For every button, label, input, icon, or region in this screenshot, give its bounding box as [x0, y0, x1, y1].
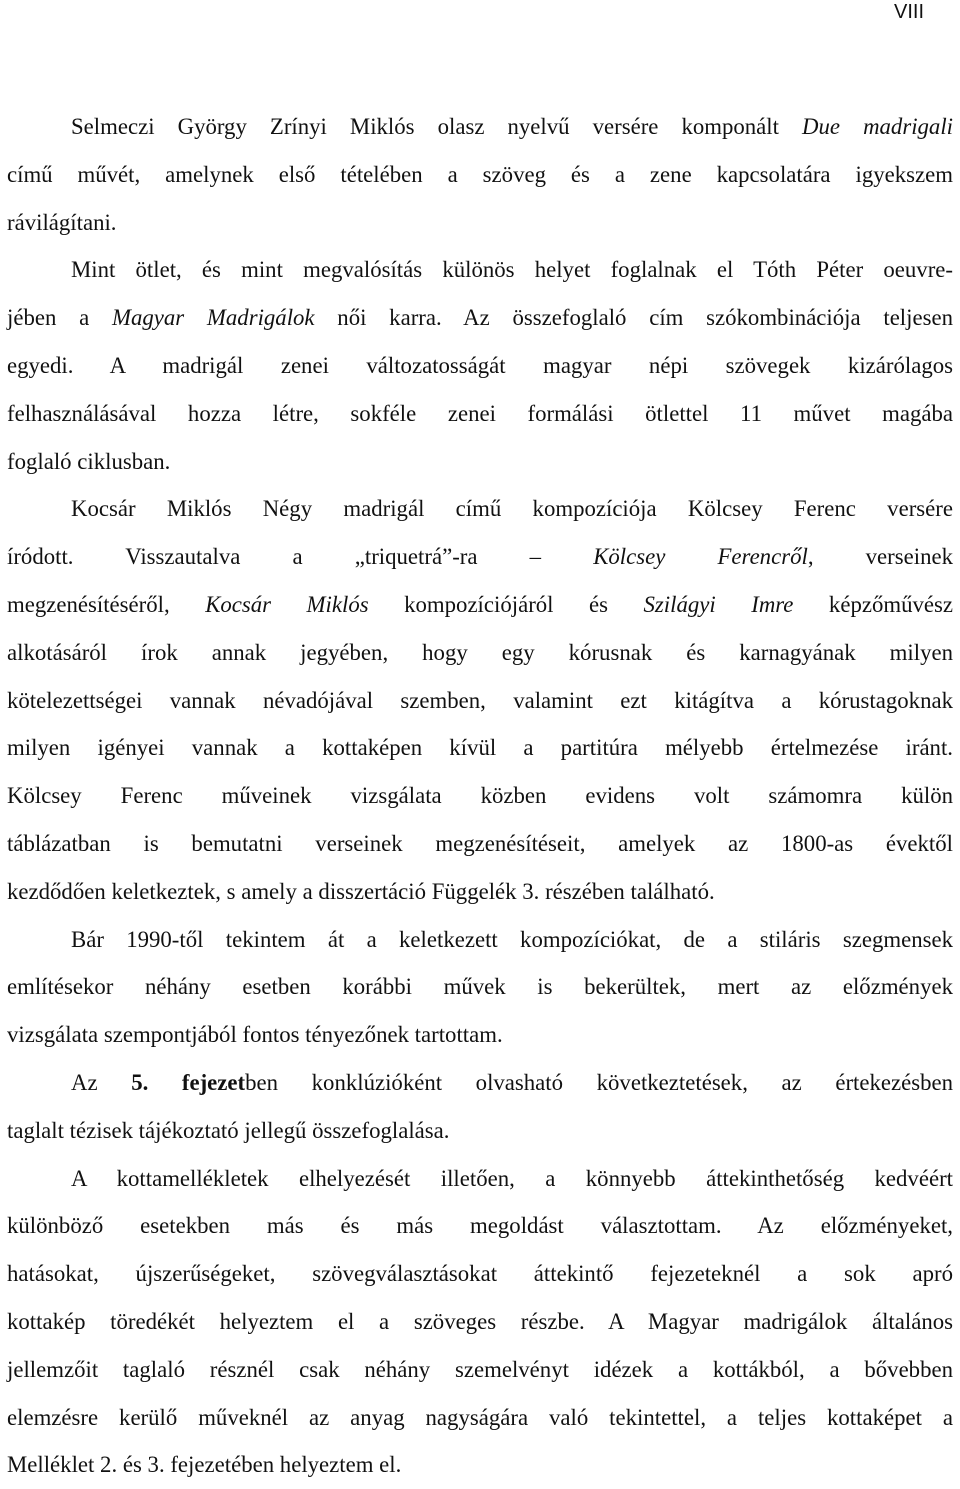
text-run: jében a [7, 305, 112, 331]
text-run: jellemzőit taglaló résznél csak néhány szemelvényt idézek a kottákból, a bővebben [7, 1356, 953, 1382]
text-run: Bár 1990-től tekintem át a keletkezett kompozíciókat, de a stiláris szegmensek [71, 926, 953, 952]
text-line [7, 1202, 953, 1250]
text-line [7, 1107, 953, 1155]
text-line [7, 438, 953, 486]
text-line [7, 342, 953, 390]
text-line [7, 677, 953, 725]
text-line [7, 820, 953, 868]
text-run: egyedi. A madrigál zenei változatosságát magyar népi szövegek kizárólagos [7, 352, 953, 378]
text-run: rávilágítani. [7, 209, 117, 235]
text-run: Selmeczi György Zrínyi Miklós olasz nyelvű versére komponált [71, 114, 803, 139]
text-line [7, 1155, 953, 1203]
italic-title: Due madrigali [802, 114, 953, 139]
text-line [7, 772, 953, 820]
italic-name: Kölcsey Ferencről [593, 544, 808, 570]
text-run: hatásokat, újszerűségeket, szövegválasztásokat áttekintő fejezeteknél a sok apró [7, 1261, 953, 1287]
text-run: női karra. Az összefoglaló cím szókombinációja teljesen [314, 305, 953, 331]
italic-title: Magyar Madrigálok [111, 305, 315, 331]
text-line [7, 1298, 953, 1346]
text-run: felhasználásával hozza létre, sokféle zenei formálási ötlettel 11 művet magába [7, 400, 953, 426]
text-line [7, 1011, 953, 1059]
text-line [7, 485, 953, 533]
text-line [7, 916, 953, 964]
text-run: Kölcsey Ferenc műveinek vizsgálata közben evidens volt számomra külön [7, 783, 953, 809]
text-run: íródott. Visszautalva a „triquetrá”-ra – [7, 544, 594, 570]
text-line [7, 1059, 953, 1107]
text-line [7, 724, 953, 772]
italic-name: Kocsár Miklós [205, 591, 369, 617]
text-run: Mint ötlet, és mint megvalósítás különös helyet foglalnak el Tóth Péter oeuvre- [71, 257, 953, 283]
text-run: kötelezettségei vannak névadójával szemben, valamint ezt kitágítva a kórustagoknak [7, 687, 953, 713]
text-run: milyen igényei vannak a kottaképen kívül a partitúra mélyebb értelmezése iránt. [7, 735, 953, 761]
text-run: képzőművész [793, 591, 953, 617]
text-run: vizsgálata szempontjából fontos tényezőnek tartottam. [7, 1022, 503, 1048]
text-run: , verseinek [807, 544, 954, 570]
text-run: Az [71, 1069, 132, 1095]
text-line [7, 1441, 953, 1489]
text-run: című művét, amelynek első tételében a szöveg és a zene kapcsolatára igyekszem [7, 161, 953, 187]
bold-chapter-ref: 5. fejezet [131, 1069, 246, 1095]
text-run: Melléklet 2. és 3. fejezetében helyeztem el. [7, 1452, 402, 1478]
text-run: kezdődően keletkeztek, s amely a disszertáció Függelék 3. részében található. [7, 878, 715, 904]
text-line [7, 963, 953, 1011]
text-line [7, 1346, 953, 1394]
text-run: kompozíciójáról és [368, 591, 644, 617]
text-line [7, 390, 953, 438]
text-run: táblázatban is bemutatni verseinek megzenésítéseit, amelyek az 1800-as évektől [7, 830, 953, 856]
text-run: megzenésítéséről, [7, 591, 206, 617]
text-run: különböző esetekben más és más megoldást választottam. Az előzményeket, [7, 1213, 953, 1239]
text-line [7, 151, 953, 199]
text-run: ben konklúzióként olvasható következtetések, az értekezésben [245, 1069, 954, 1095]
text-run: alkotásáról írok annak jegyében, hogy egy kórusnak és karnagyának milyen [7, 639, 953, 665]
text-run: elemzésre kerülő műveknél az anyag nagyságára való tekintettel, a teljes kottaképet a [7, 1404, 953, 1430]
text-run: említésekor néhány esetben korábbi művek is bekerültek, mert az előzmények [7, 974, 953, 1000]
text-line [7, 246, 953, 294]
italic-name: Szilágyi Imre [643, 591, 794, 617]
text-line [7, 629, 953, 677]
body-text [7, 103, 953, 1489]
text-run: taglalt tézisek tájékoztató jellegű összefoglalása. [7, 1117, 450, 1143]
text-line [7, 868, 953, 916]
text-run: kottakép töredékét helyeztem el a szöveges részbe. A Magyar madrigálok általános [7, 1308, 953, 1334]
text-line [7, 533, 953, 581]
text-run: A kottamellékletek elhelyezését illetően, a könnyebb áttekinthetőség kedvéért [71, 1165, 953, 1191]
text-run: foglaló ciklusban. [7, 448, 171, 474]
text-line [7, 581, 953, 629]
text-line [7, 199, 953, 247]
text-line [7, 1394, 953, 1442]
text-line [7, 294, 953, 342]
text-line [7, 103, 953, 151]
text-run: Kocsár Miklós Négy madrigál című kompozíciója Kölcsey Ferenc versére [71, 496, 953, 522]
page-number: VIII [893, 1, 924, 23]
text-line [7, 1250, 953, 1298]
